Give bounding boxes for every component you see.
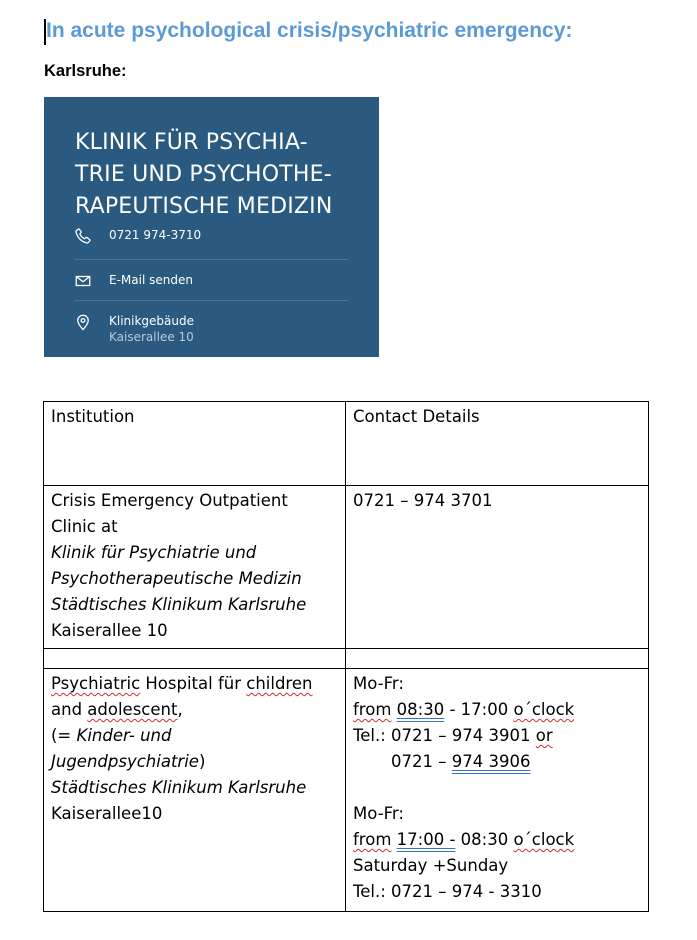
clinic-card-title [75, 127, 333, 223]
mail-icon [74, 272, 92, 290]
clinic-card-title-line: KLINIK FÜR PSYCHIA- [75, 130, 308, 155]
phone-line [353, 723, 641, 749]
text-run: Tel.: 0721 – 974 3901 [353, 726, 536, 745]
grammar-flag: 974 3906 [451, 752, 531, 771]
institution-line: Crisis Emergency Outpatient [51, 491, 288, 510]
text-run: - 17:00 [444, 700, 514, 719]
text-run: (= [51, 726, 77, 745]
clinic-card-title-line: TRIE UND PSYCHOTHE- [75, 162, 332, 187]
location-pin-icon [74, 313, 92, 331]
clinic-email-link[interactable]: E-Mail senden [109, 273, 193, 287]
text-run: , [177, 700, 183, 719]
institution-line: Clinic at [51, 517, 118, 536]
phone-line [353, 749, 641, 775]
column-header-contact: Contact Details [346, 402, 649, 486]
text-run: Kinder- und [76, 726, 172, 745]
text-run: and [51, 700, 88, 719]
contact-cell [346, 669, 649, 912]
blank-line [353, 775, 641, 801]
grammar-flag: 17:00 - [396, 830, 456, 849]
contact-phone: 0721 – 974 3701 [353, 491, 493, 510]
institution-line [51, 697, 338, 723]
spelling-flag: from [353, 830, 392, 849]
card-divider [74, 300, 348, 301]
institution-line: Kaiserallee10 [51, 804, 163, 823]
contact-cell [346, 486, 649, 649]
text-run: Jugendpsychiatrie [51, 752, 199, 771]
institution-line: Städtisches Klinikum Karlsruhe [51, 778, 307, 797]
table-row [44, 669, 649, 912]
institution-line: Kaiserallee 10 [51, 621, 168, 640]
text-run: 0721 – [391, 752, 452, 771]
card-divider [74, 259, 348, 260]
table-spacer-row [44, 649, 649, 669]
column-header-institution: Institution [44, 402, 346, 486]
table-row [44, 486, 649, 649]
spelling-flag: o´clock [513, 700, 575, 719]
hours-line [353, 827, 641, 853]
phone-line: Tel.: 0721 – 974 - 3310 [353, 882, 542, 901]
institution-line [51, 723, 338, 749]
spelling-flag: or [535, 726, 553, 745]
clinic-address: Kaiserallee 10 [109, 330, 194, 344]
spacer-cell [346, 649, 649, 669]
text-run: 08:30 [455, 830, 514, 849]
document-heading: In acute psychological crisis/psychiatric emergency: [46, 19, 573, 42]
days-line: Saturday +Sunday [353, 856, 509, 875]
table-header-row [44, 402, 649, 486]
institution-cell [44, 486, 346, 649]
phone-icon [74, 227, 92, 245]
grammar-flag: 08:30 [396, 700, 445, 719]
hours-line [353, 697, 641, 723]
clinic-info-card [44, 97, 379, 357]
spelling-flag: adolescent [87, 700, 178, 719]
text-run: Hospital für [140, 674, 247, 693]
clinic-phone-number[interactable]: 0721 974-3710 [109, 228, 202, 242]
institution-line: Städtisches Klinikum Karlsruhe [51, 595, 307, 614]
institution-line [51, 749, 338, 775]
hours-label: Mo-Fr: [353, 804, 404, 823]
spelling-flag: o´clock [513, 830, 575, 849]
institution-line: Psychotherapeutische Medizin [51, 569, 302, 588]
clinic-building: Klinikgebäude [109, 314, 195, 328]
spelling-flag: from [353, 700, 392, 719]
text-run: ) [198, 752, 206, 771]
spelling-flag: children [246, 674, 313, 693]
hours-label: Mo-Fr: [353, 674, 404, 693]
contacts-table [43, 401, 649, 912]
city-label: Karlsruhe: [44, 62, 127, 80]
institution-cell [44, 669, 346, 912]
spelling-flag: Psychiatric [51, 674, 141, 693]
clinic-card-title-line: RAPEUTISCHE MEDIZIN [75, 194, 333, 219]
spacer-cell [44, 649, 346, 669]
institution-line: Klinik für Psychiatrie und [51, 543, 257, 562]
institution-line [51, 671, 338, 697]
